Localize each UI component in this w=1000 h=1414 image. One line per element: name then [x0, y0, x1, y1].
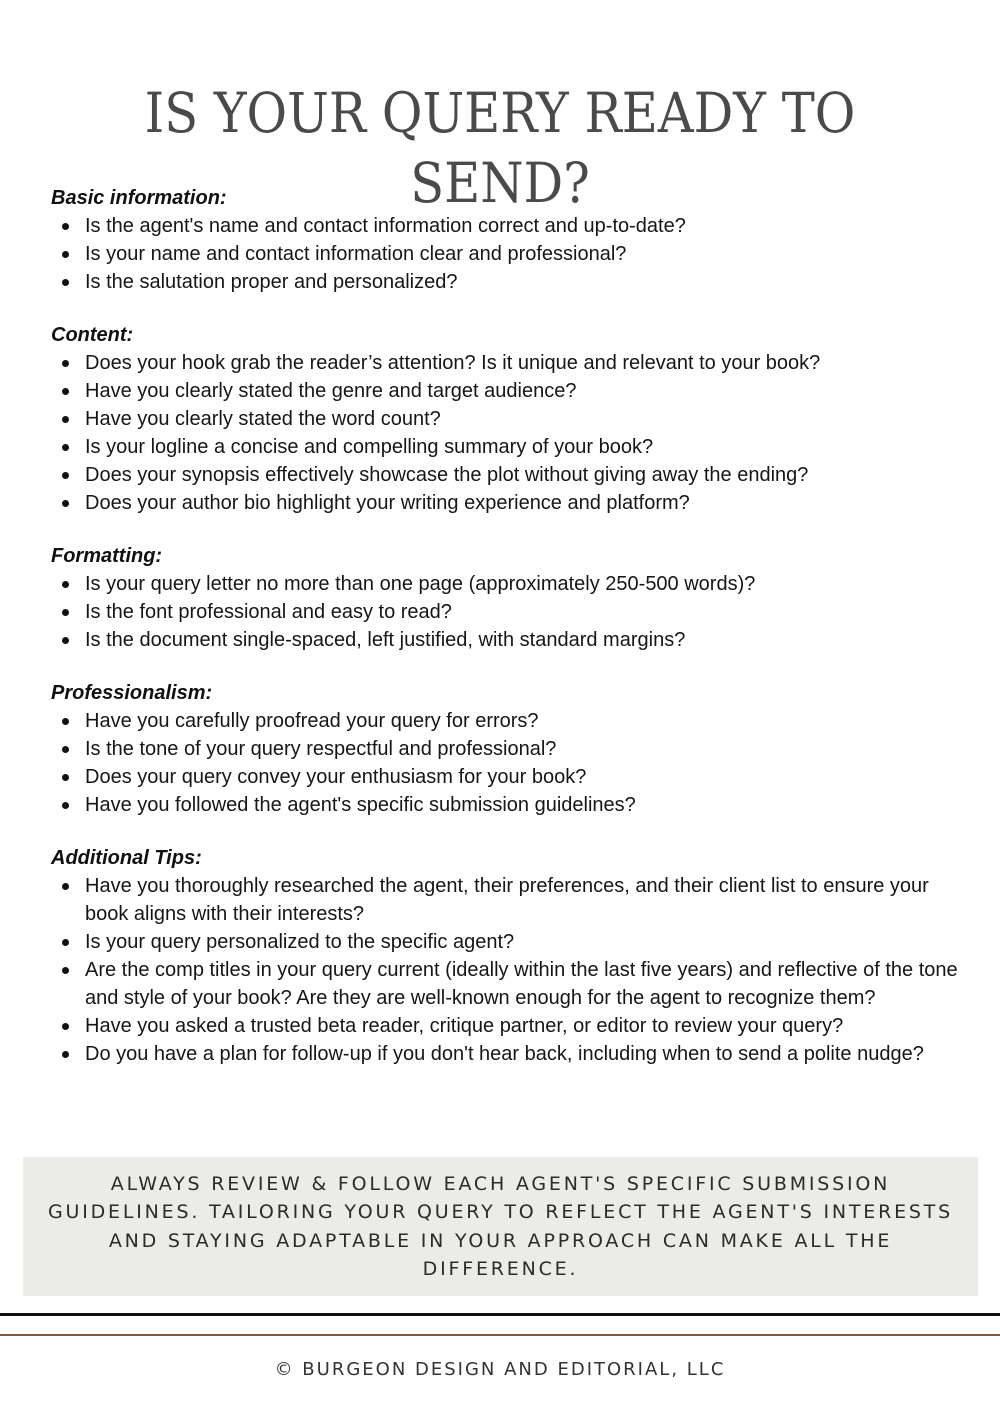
section-content — [51, 321, 961, 517]
list-item: Is your query personalized to the specific agent? — [51, 928, 961, 956]
list-item: Have you followed the agent's specific submission guidelines? — [51, 791, 961, 819]
callout-text: ALWAYS REVIEW & FOLLOW EACH AGENT'S SPECIFIC SUBMISSION GUIDELINES. TAILORING YOUR QUERY TO REFLECT THE AGENT'S INTERESTS AND STAYING ADAPTABLE IN YOUR APPROACH CAN MAKE ALL THE DIFFERENCE. — [47, 1172, 954, 1280]
page-title: IS YOUR QUERY READY TO SEND? — [144, 81, 856, 215]
list-item: Have you carefully proofread your query for errors? — [51, 707, 961, 735]
list-item: Is the font professional and easy to read? — [51, 598, 961, 626]
list-item: Is your name and contact information clear and professional? — [51, 240, 961, 268]
section-heading: Formatting: — [51, 545, 163, 567]
list-item: Does your query convey your enthusiasm for your book? — [51, 763, 961, 791]
section-heading: Basic information: — [51, 187, 227, 209]
list-item: Does your hook grab the reader’s attention? Is it unique and relevant to your book? — [51, 349, 961, 377]
section-additional-tips — [51, 844, 961, 1068]
checklist — [51, 184, 961, 1093]
divider-bottom — [0, 1334, 1000, 1336]
list-item: Does your synopsis effectively showcase the plot without giving away the ending? — [51, 461, 961, 489]
section-heading: Additional Tips: — [51, 847, 202, 869]
list-item: Have you clearly stated the word count? — [51, 405, 961, 433]
checklist-items — [51, 570, 961, 654]
callout-box — [23, 1157, 978, 1296]
section-heading: Content: — [51, 324, 134, 346]
section-basic-information — [51, 184, 961, 296]
list-item: Does your author bio highlight your writing experience and platform? — [51, 489, 961, 517]
checklist-items — [51, 872, 961, 1068]
checklist-items — [51, 349, 961, 517]
list-item: Have you clearly stated the genre and target audience? — [51, 377, 961, 405]
list-item: Is the tone of your query respectful and professional? — [51, 735, 961, 763]
list-item: Do you have a plan for follow-up if you don't hear back, including when to send a polite nudge? — [51, 1040, 961, 1068]
list-item: Are the comp titles in your query current (ideally within the last five years) and reflective of the tone and style of your book? Are they are well-known enough for the agent to recognize them? — [51, 956, 961, 1012]
list-item: Is your logline a concise and compelling summary of your book? — [51, 433, 961, 461]
checklist-items — [51, 707, 961, 819]
list-item: Have you thoroughly researched the agent, their preferences, and their client list to ensure your book aligns with their interests? — [51, 872, 961, 928]
list-item: Is the agent's name and contact information correct and up-to-date? — [51, 212, 961, 240]
section-heading: Professionalism: — [51, 682, 213, 704]
checklist-items — [51, 212, 961, 296]
section-formatting — [51, 542, 961, 654]
list-item: Have you asked a trusted beta reader, critique partner, or editor to review your query? — [51, 1012, 961, 1040]
section-professionalism — [51, 679, 961, 819]
list-item: Is the salutation proper and personalized? — [51, 268, 961, 296]
list-item: Is your query letter no more than one page (approximately 250-500 words)? — [51, 570, 961, 598]
divider-top — [0, 1313, 1000, 1316]
copyright-footer: © BURGEON DESIGN AND EDITORIAL, LLC — [274, 1359, 726, 1380]
list-item: Is the document single-spaced, left justified, with standard margins? — [51, 626, 961, 654]
